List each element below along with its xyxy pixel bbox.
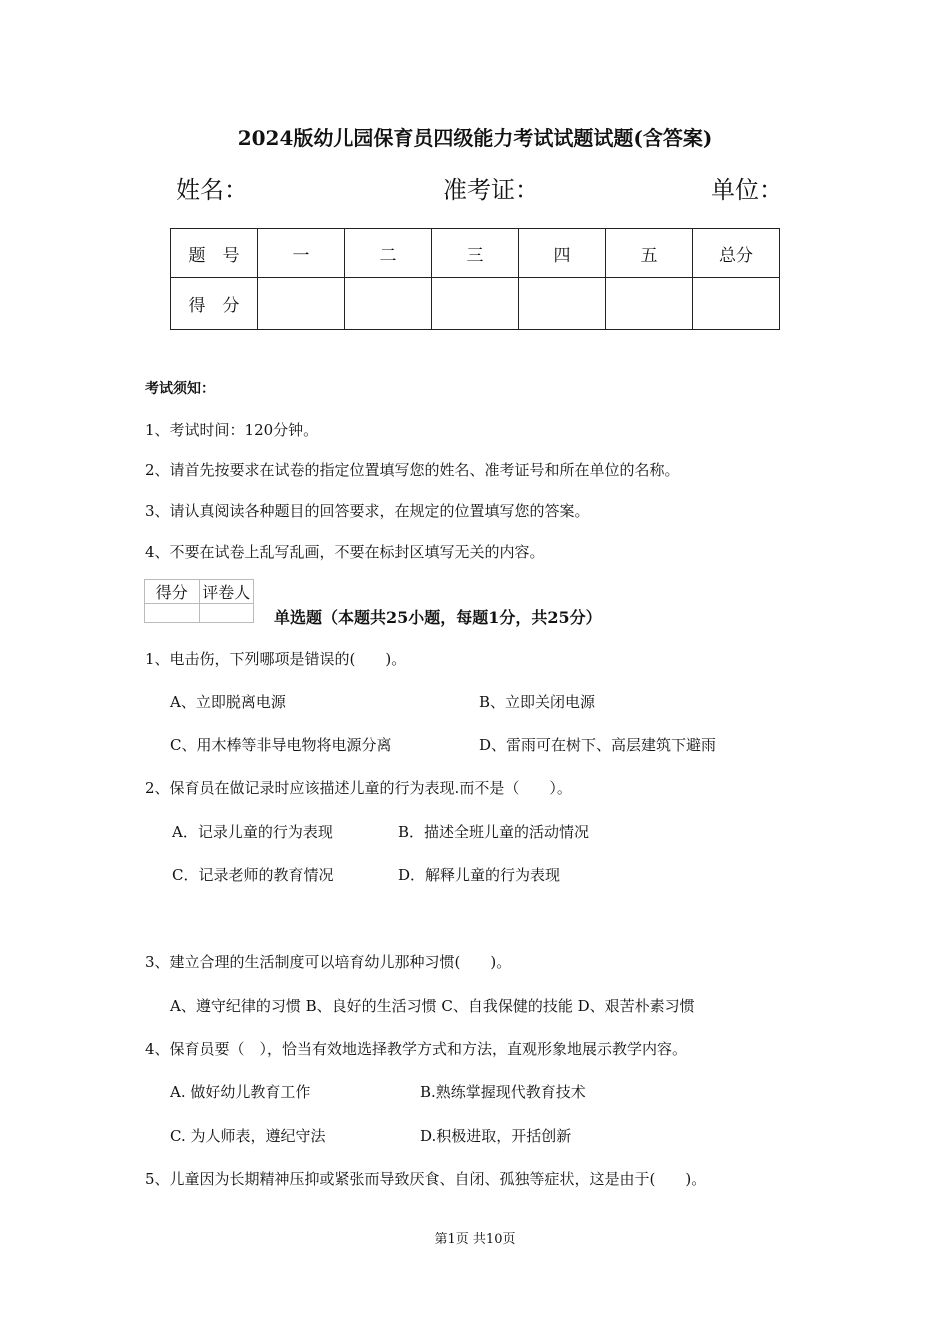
unit-field-label: 单位： [711,176,783,204]
exam-id-field-label: 准考证： [443,176,539,204]
score-header-cell: 三 [432,229,519,278]
grader-name-cell [199,604,254,623]
notice-heading: 考试须知： [145,381,215,397]
notice-item: 3、请认真阅读各种题目的回答要求，在规定的位置填写您的答案。 [145,502,590,520]
question-option: A、立即脱离电源 [170,693,286,711]
score-header-cell: 五 [606,229,693,278]
score-table [170,228,780,330]
section-title: 单选题（本题共25小题，每题1分，共25分） [274,608,602,627]
question-option: D.积极进取，开括创新 [420,1127,572,1145]
question-option: B.熟练掌握现代教育技术 [420,1083,586,1101]
question-option: B、立即关闭电源 [479,693,596,711]
score-cell [519,278,606,330]
notice-item: 4、不要在试卷上乱写乱画，不要在标封区填写无关的内容。 [145,543,545,561]
page-footer: 第1页 共10页 [434,1232,516,1247]
document-title: 2024版幼儿园保育员四级能力考试试题试题(含答案) [237,126,713,150]
grader-score-cell [145,604,200,623]
grader-name-label: 评卷人 [199,580,254,604]
notice-item: 1、考试时间：120分钟。 [145,421,319,439]
grader-score-label: 得分 [145,580,200,604]
question-stem: 3、建立合理的生活制度可以培育幼儿那种习惯( )。 [145,953,512,971]
question-option: A．记录儿童的行为表现 [172,823,333,841]
score-cell [693,278,780,330]
question-option: D、雷雨可在树下、高层建筑下避雨 [479,736,717,754]
question-stem: 4、保育员要（ ），恰当有效地选择教学方式和方法，直观形象地展示教学内容。 [145,1040,688,1058]
notice-item: 2、请首先按要求在试卷的指定位置填写您的姓名、准考证号和所在单位的名称。 [145,461,680,479]
score-cell [432,278,519,330]
question-option: C．记录老师的教育情况 [172,866,334,884]
question-stem: 1、电击伤，下列哪项是错误的( )。 [145,650,407,668]
score-header-cell: 一 [258,229,345,278]
score-cell [606,278,693,330]
question-stem: 5、儿童因为长期精神压抑或紧张而导致厌食、自闭、孤独等症状，这是由于( )。 [145,1170,707,1188]
score-cell [345,278,432,330]
score-table-header-row [171,229,780,278]
score-header-cell: 二 [345,229,432,278]
question-option: B．描述全班儿童的活动情况 [398,823,590,841]
grader-box [144,579,254,623]
question-option: C、用木棒等非导电物将电源分离 [170,736,392,754]
score-cell [258,278,345,330]
question-option: A. 做好幼儿教育工作 [170,1083,311,1101]
score-header-cell: 题 号 [171,229,258,278]
question-stem: 2、保育员在做记录时应该描述儿童的行为表现.而不是（ ）。 [145,779,572,797]
score-table-score-row [171,278,780,330]
question-options-line: A、遵守纪律的习惯 B、良好的生活习惯 C、自我保健的技能 D、艰苦朴素习惯 [170,997,695,1015]
question-option: C. 为人师表，遵纪守法 [170,1127,326,1145]
name-field-label: 姓名： [176,176,248,204]
score-header-cell: 四 [519,229,606,278]
score-header-cell: 总分 [693,229,780,278]
question-option: D．解释儿童的行为表现 [398,866,561,884]
score-row-label: 得 分 [171,278,258,330]
